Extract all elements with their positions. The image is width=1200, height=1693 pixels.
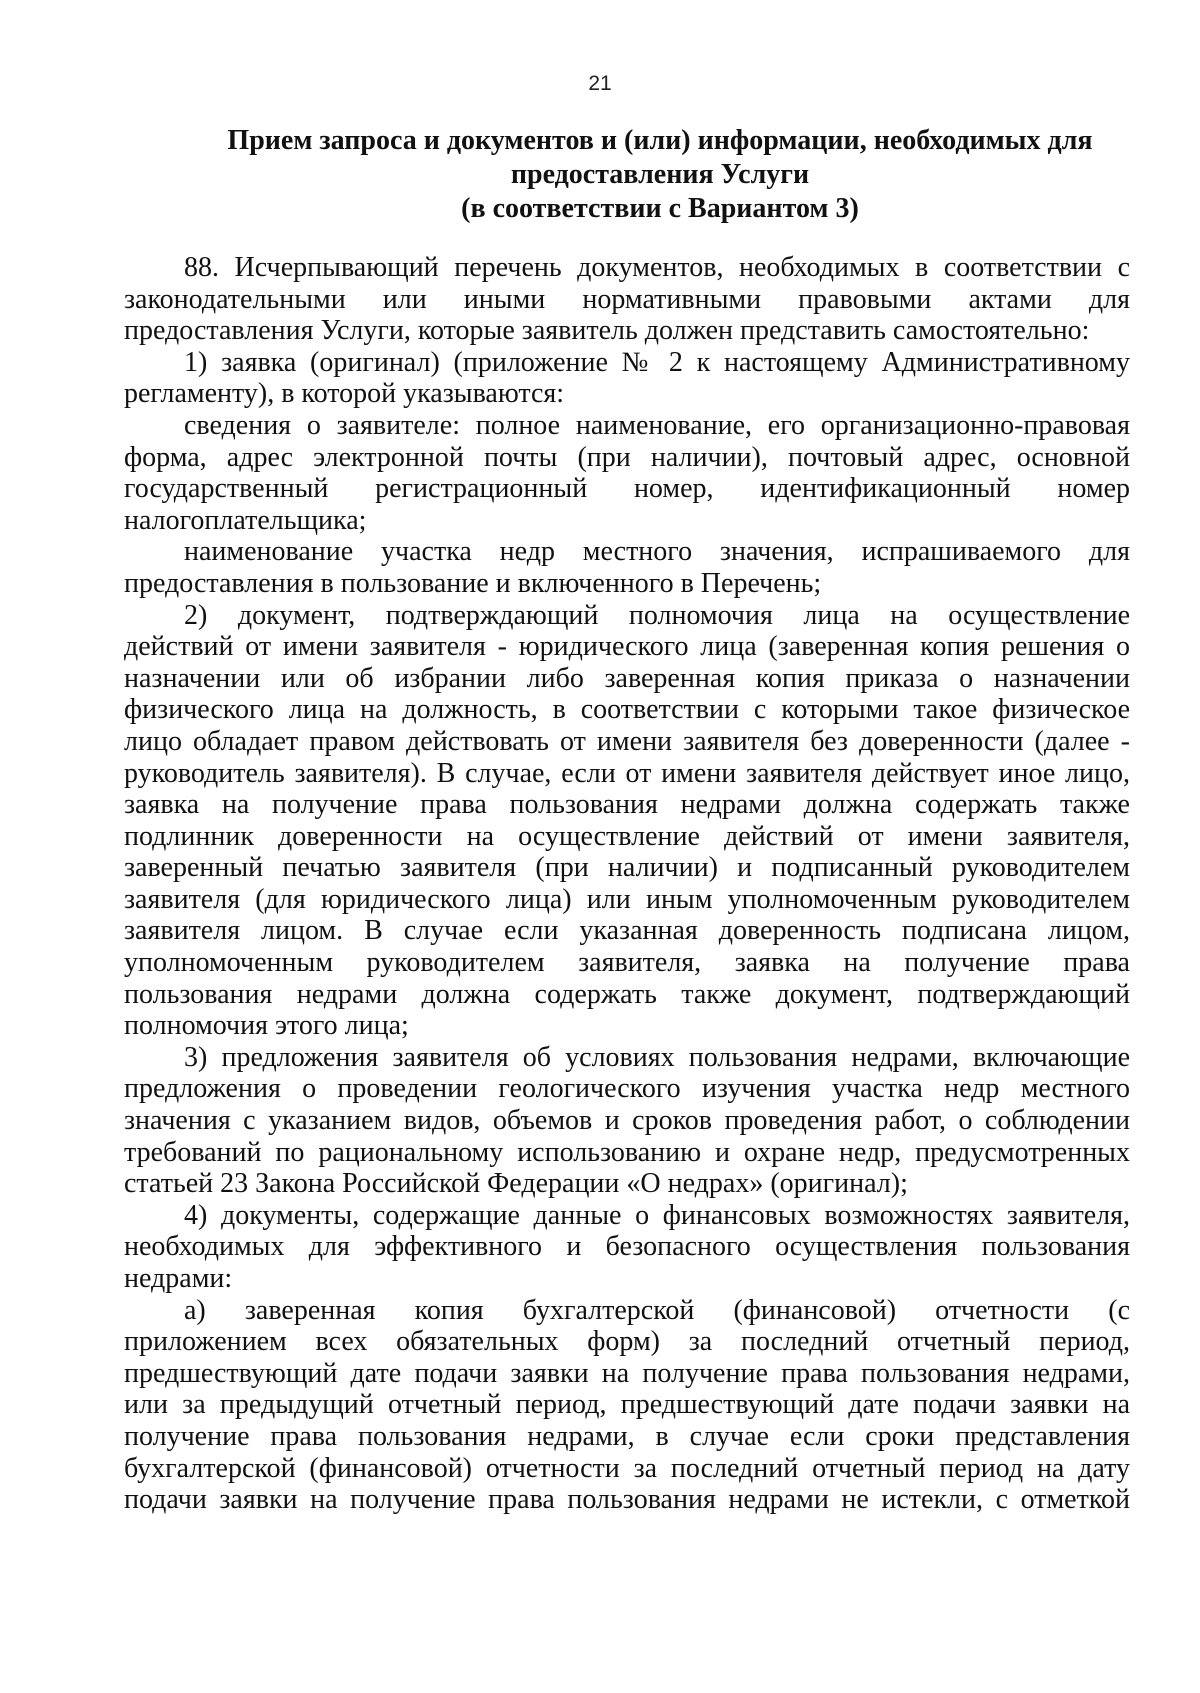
text-line: бухгалтерской (финансовой) отчетности за последний отчетный период на дату: [124, 1452, 1130, 1484]
text-line: 1) заявка (оригинал) (приложение № 2 к настоящему Административному: [184, 346, 1130, 378]
page-number: 21: [588, 72, 612, 95]
text-line: предложения о проведении геологического изучения участка недр местного: [124, 1073, 1130, 1105]
text-line: предшествующий дате подачи заявки на получение права пользования недрами,: [124, 1357, 1130, 1389]
text-line: подлинник доверенности на осуществление действий от имени заявителя,: [124, 820, 1130, 852]
text-line: 3) предложения заявителя об условиях пользования недрами, включающие: [184, 1041, 1130, 1073]
text-line: получение права пользования недрами, в случае если сроки представления: [124, 1420, 1130, 1452]
text-line: статьей 23 Закона Российской Федерации «О недрах» (оригинал);: [124, 1168, 908, 1200]
text-line: регламенту), в которой указываются:: [124, 378, 565, 410]
text-line: руководитель заявителя). В случае, если от имени заявителя действует иное лицо,: [124, 757, 1130, 789]
body-text: [124, 252, 1130, 1516]
text-line: а) заверенная копия бухгалтерской (финансовой) отчетности (с: [184, 1294, 1130, 1326]
text-line: значения с указанием видов, объемов и сроков проведения работ, о соблюдении: [124, 1105, 1130, 1137]
heading-line-3: (в соответствии с Вариантом 3): [461, 193, 859, 224]
section-heading: [180, 124, 1140, 226]
text-line: назначении или об избрании либо заверенная копия приказа о назначении: [124, 662, 1130, 694]
heading-line-1: Прием запроса и документов и (или) информации, необходимых для: [227, 125, 1093, 156]
text-line: заявителя лицом. В случае если указанная доверенность подписана лицом,: [124, 915, 1130, 947]
text-line: 4) документы, содержащие данные о финансовых возможностях заявителя,: [184, 1199, 1130, 1231]
text-line: 2) документ, подтверждающий полномочия лица на осуществление: [184, 599, 1130, 631]
text-line: уполномоченным руководителем заявителя, заявка на получение права: [124, 947, 1130, 979]
text-line: приложением всех обязательных форм) за последний отчетный период,: [124, 1326, 1130, 1358]
heading-line-2: предоставления Услуги: [510, 159, 810, 190]
text-line: законодательными или иными нормативными правовыми актами для: [124, 283, 1130, 315]
text-line: предоставления в пользование и включенного в Перечень;: [124, 567, 822, 599]
text-line: пользования недрами должна содержать также документ, подтверждающий: [124, 978, 1130, 1010]
text-line: необходимых для эффективного и безопасного осуществления пользования: [124, 1231, 1130, 1263]
text-line: недрами:: [124, 1263, 233, 1294]
text-line: государственный регистрационный номер, идентификационный номер: [124, 473, 1130, 505]
text-line: налогоплательщика;: [124, 504, 367, 536]
text-line: предоставления Услуги, которые заявитель должен представить самостоятельно:: [124, 315, 1090, 347]
text-line: физического лица на должность, в соответствии с которыми такое физическое: [124, 694, 1130, 726]
text-line: действий от имени заявителя - юридического лица (заверенная копия решения о: [124, 631, 1130, 663]
text-line: сведения о заявителе: полное наименование, его организационно-правовая: [184, 409, 1130, 441]
text-line: 88. Исчерпывающий перечень документов, необходимых в соответствии с: [184, 252, 1130, 283]
text-line: или за предыдущий отчетный период, предшествующий дате подачи заявки на: [124, 1389, 1130, 1421]
text-line: наименование участка недр местного значения, испрашиваемого для: [184, 536, 1130, 568]
text-line: заявка на получение права пользования недрами должна содержать также: [124, 789, 1130, 821]
text-line: требований по рациональному использованию и охране недр, предусмотренных: [124, 1136, 1130, 1168]
text-line: форма, адрес электронной почты (при наличии), почтовый адрес, основной: [124, 441, 1130, 473]
text-line: подачи заявки на получение права пользования недрами не истекли, с отметкой: [124, 1484, 1130, 1516]
text-line: заявителя (для юридического лица) или иным уполномоченным руководителем: [124, 883, 1130, 915]
text-line: полномочия этого лица;: [124, 1010, 409, 1042]
text-line: лицо обладает правом действовать от имени заявителя без доверенности (далее -: [124, 725, 1130, 757]
text-line: заверенный печатью заявителя (при наличии) и подписанный руководителем: [124, 852, 1130, 884]
